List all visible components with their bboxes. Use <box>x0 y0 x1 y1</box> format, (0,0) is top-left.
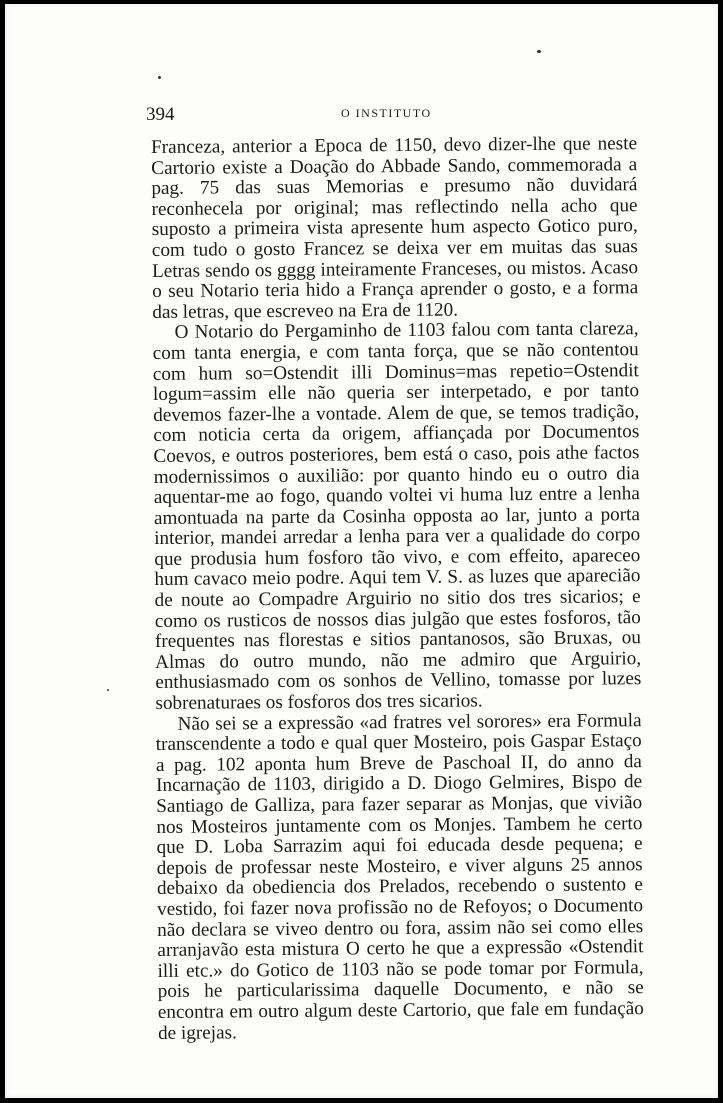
paragraph-1: Franceza, anterior a Epoca de 1150, devo dizer-lhe que neste Cartorio existe a Doação do Abbade Sando, commemorada a pag. 75 das suas Memorias e presumo não duvidará reconhecela por original; mas reflectindo nella acho que suposto a primeira vista apresente hum aspecto Gotico puro, com tudo o gosto Francez se deixa ver em muitas das suas Letras sendo os gggg inteiramente Franceses, ou mistos. Acaso o seu Notario teria hido a França aprender o gosto, e a forma das letras, que escreveo na Era de 1120. <box>150 133 639 323</box>
page-number: 394 <box>146 104 175 125</box>
print-speck <box>107 689 109 691</box>
running-head: O INSTITUTO <box>341 106 432 120</box>
book-page <box>5 4 718 1098</box>
print-speck <box>537 50 541 53</box>
paragraph-2: O Notario do Pergaminho de 1103 falou com tanta clareza, com tanta energia, e com tanta força, que se não contentou com hum so=Ostendit illi Dominus=mas repetio=Ostendit logum=assim elle não queria ser interpetado, e por tanto devemos fazer-lhe a vontade. Alem de que, se temos tradição, com noticia certa da origem, affiançada por Documentos Coevos, e outros posteriores, bem está o caso, pois athe factos modernissimos o auxilião: por quanto hindo eu o outro dia aquentar-me ao fogo, quando voltei vi huma luz entre a lenha amontuada na parte da Cosinha opposta ao lar, junto a porta interior, mandei arredar a lenha para ver a qualidade do corpo que produsia hum fosforo tão vivo, e com effeito, apareceo hum cavaco meio podre. Aqui tem V. S. as luzes que aparecião de noute ao Compadre Arguirio no sitio dos tres sicarios; e como os rusticos de nossos dias julgão que estes fosforos, tão frequentes nas florestas e sitios pantanosos, são Bruxas, ou Almas do outro mundo, não me admiro que Arguirio, enthusiasmado com os sonhos de Vellino, tomasse por luzes sobrenaturaes os fosforos dos tres sicarios. <box>152 318 642 715</box>
body-text <box>151 134 644 1044</box>
paragraph-3: Não sei se a expressão «ad fratres vel sorores» era Formula transcendente a todo e qual quer Mosteiro, pois Gaspar Estaço a pag. 102 aponta hum Breve de Paschoal II, do anno da Incarnação de 1103, dirigido a D. Diogo Gelmires, Bispo de Santiago de Galliza, para fazer separar as Monjas, que vivião nos Mosteiros juntamente com os Monjes. Tambem he certo que D. Loba Sarrazim aqui foi educada desde pequena; e depois de professar neste Mosteiro, e viver alguns 25 annos debaixo da obediencia dos Prelados, recebendo o sustento e vestido, foi fazer nova profissão no de Refoyos; o Documento não declara se viveo dentro ou fora, assim não sei como elles arranjavão esta mistura O certo he que a expressão «Ostendit illi etc.» do Gotico de 1103 não se pode tomar por Formula, pois he particularissima daquelle Documento, e não se encontra em outro algum deste Cartorio, que fale em fundação de igrejas. <box>155 709 644 1044</box>
page-header <box>146 104 630 130</box>
print-speck <box>158 76 161 79</box>
